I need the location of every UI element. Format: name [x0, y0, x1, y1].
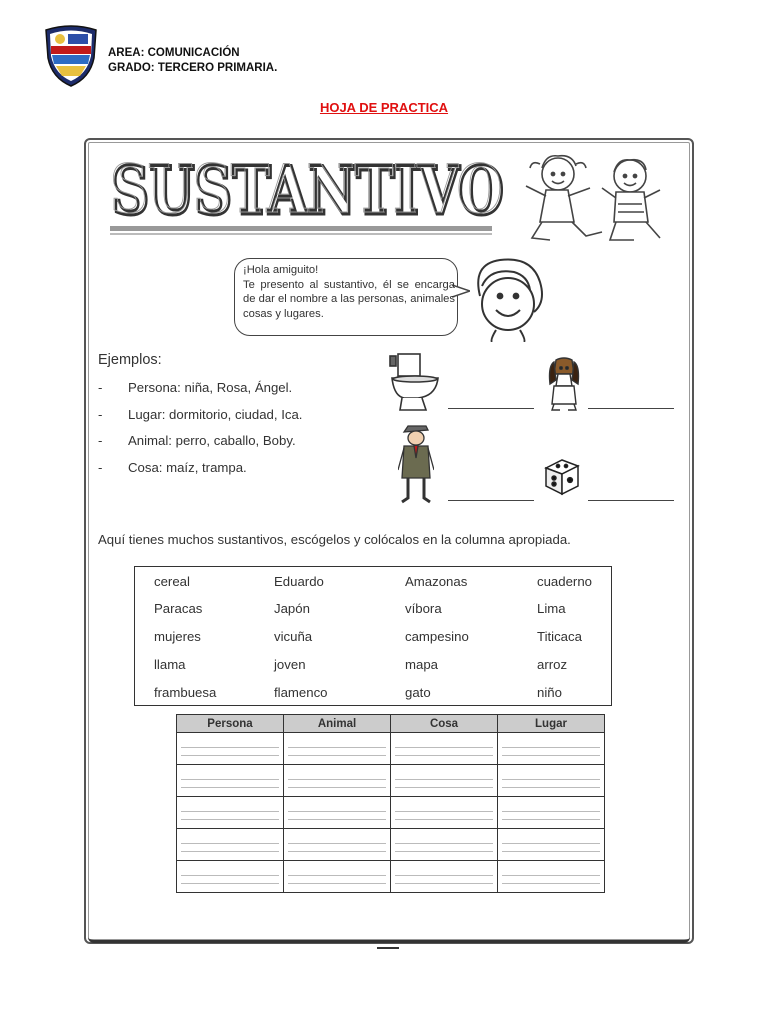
answer-line-dice[interactable] — [588, 500, 674, 501]
answer-line-toilet[interactable] — [448, 408, 534, 409]
writing-guide-line — [288, 875, 386, 876]
answer-cell[interactable] — [498, 797, 605, 829]
writing-guide-line — [502, 755, 600, 756]
word-item: Titicaca — [537, 629, 582, 644]
sheet-title-text: HOJA DE PRACTICA — [319, 100, 449, 115]
answer-cell[interactable] — [498, 829, 605, 861]
table-row — [177, 733, 605, 765]
answer-cell[interactable] — [284, 861, 391, 893]
writing-guide-line — [288, 851, 386, 852]
table-row — [177, 829, 605, 861]
word-item: frambuesa — [154, 685, 217, 700]
writing-guide-line — [288, 747, 386, 748]
cartoon-face-icon — [470, 256, 546, 342]
writing-guide-line — [395, 747, 493, 748]
table-row — [177, 797, 605, 829]
school-crest-icon — [42, 24, 100, 88]
writing-guide-line — [288, 883, 386, 884]
writing-guide-line — [181, 811, 279, 812]
writing-guide-line — [502, 819, 600, 820]
dog-icon — [544, 356, 584, 412]
writing-guide-line — [502, 811, 600, 812]
word-item: cereal — [154, 574, 190, 589]
answer-cell[interactable] — [177, 861, 284, 893]
example-item — [98, 402, 302, 429]
bullet: - — [98, 459, 103, 475]
frame-bottom-edge — [88, 934, 690, 943]
answer-cell[interactable] — [284, 733, 391, 765]
writing-guide-line — [395, 755, 493, 756]
answer-cell[interactable] — [391, 829, 498, 861]
word-item: cuaderno — [537, 574, 592, 589]
word-item: vicuña — [274, 629, 313, 644]
table-row — [177, 765, 605, 797]
answer-cell[interactable] — [177, 765, 284, 797]
examples-list — [98, 375, 302, 481]
bullet: - — [98, 406, 103, 422]
table-row — [177, 861, 605, 893]
example-animal: Animal: perro, caballo, Boby. — [128, 433, 296, 448]
header-lugar: Lugar — [498, 715, 605, 733]
writing-guide-line — [181, 787, 279, 788]
writing-guide-line — [395, 883, 493, 884]
title-underline — [110, 226, 492, 231]
grado-label: GRADO: TERCERO PRIMARIA. — [108, 62, 278, 74]
children-illustration-icon — [510, 152, 672, 244]
writing-guide-line — [502, 843, 600, 844]
word-item: víbora — [405, 601, 442, 616]
header-animal: Animal — [284, 715, 391, 733]
man-icon — [398, 424, 434, 504]
word-item: Japón — [274, 601, 310, 616]
writing-guide-line — [288, 755, 386, 756]
area-label: AREA: COMUNICACIÓN — [108, 47, 240, 59]
writing-guide-line — [181, 819, 279, 820]
page-dash — [377, 947, 399, 949]
word-item: llama — [154, 657, 186, 672]
answer-line-man[interactable] — [448, 500, 534, 501]
word-item: Eduardo — [274, 574, 324, 589]
writing-guide-line — [181, 883, 279, 884]
word-item: joven — [274, 657, 306, 672]
word-item: mujeres — [154, 629, 201, 644]
bubble-message: Te presento al sustantivo, él se encarga de dar el nombre a las personas, animales cosas y lugares. — [243, 278, 455, 320]
writing-guide-line — [502, 875, 600, 876]
writing-guide-line — [395, 843, 493, 844]
writing-guide-line — [181, 779, 279, 780]
instruction-text: Aquí tienes muchos sustantivos, escógelos y colócalos en la columna apropiada. — [98, 532, 571, 547]
bubble-greeting: ¡Hola amiguito! — [243, 264, 319, 276]
answer-table — [176, 714, 605, 893]
answer-line-dog[interactable] — [588, 408, 674, 409]
big-title — [108, 152, 508, 224]
writing-guide-line — [288, 843, 386, 844]
writing-guide-line — [181, 875, 279, 876]
writing-guide-line — [502, 747, 600, 748]
word-item: Amazonas — [405, 574, 468, 589]
toilet-icon — [388, 352, 442, 412]
answer-cell[interactable] — [498, 861, 605, 893]
answer-cell[interactable] — [177, 797, 284, 829]
answer-cell[interactable] — [284, 829, 391, 861]
answer-cell[interactable] — [498, 765, 605, 797]
answer-cell[interactable] — [391, 797, 498, 829]
table-header-row — [177, 715, 605, 733]
header-persona: Persona — [177, 715, 284, 733]
writing-guide-line — [181, 755, 279, 756]
header-info — [108, 46, 277, 76]
word-item: mapa — [405, 657, 438, 672]
example-item — [98, 455, 302, 482]
example-item — [98, 428, 302, 455]
answer-cell[interactable] — [177, 829, 284, 861]
answer-cell[interactable] — [284, 765, 391, 797]
writing-guide-line — [288, 787, 386, 788]
answer-cell[interactable] — [177, 733, 284, 765]
example-cosa: Cosa: maíz, trampa. — [128, 459, 247, 475]
dice-icon — [542, 456, 580, 496]
writing-guide-line — [288, 819, 386, 820]
writing-guide-line — [181, 851, 279, 852]
example-lugar: Lugar: dormitorio, ciudad, Ica. — [128, 406, 303, 422]
answer-cell[interactable] — [391, 861, 498, 893]
word-item: Paracas — [154, 601, 203, 616]
writing-guide-line — [288, 779, 386, 780]
bubble-text — [243, 263, 455, 321]
writing-guide-line — [288, 811, 386, 812]
answer-cell[interactable] — [391, 765, 498, 797]
writing-guide-line — [395, 779, 493, 780]
writing-guide-line — [502, 851, 600, 852]
word-item: campesino — [405, 629, 469, 644]
answer-cell[interactable] — [498, 733, 605, 765]
writing-guide-line — [395, 819, 493, 820]
header-cosa: Cosa — [391, 715, 498, 733]
answer-cell[interactable] — [284, 797, 391, 829]
word-item: gato — [405, 685, 431, 700]
writing-guide-line — [181, 747, 279, 748]
writing-guide-line — [395, 875, 493, 876]
sheet-title — [0, 100, 768, 115]
writing-guide-line — [502, 883, 600, 884]
writing-guide-line — [181, 843, 279, 844]
word-item: Lima — [537, 601, 566, 616]
bullet: - — [98, 433, 103, 448]
example-item — [98, 375, 302, 402]
word-item: niño — [537, 685, 562, 700]
answer-cell[interactable] — [391, 733, 498, 765]
title-underline-thin — [110, 233, 492, 235]
big-title-text: SUSTANTIVO — [112, 152, 504, 224]
word-item: flamenco — [274, 685, 328, 700]
svg-text:SUSTANTIVO: SUSTANTIVO — [110, 152, 502, 224]
bullet: - — [98, 380, 103, 395]
word-item: arroz — [537, 657, 568, 672]
example-persona: Persona: niña, Rosa, Ángel. — [128, 380, 293, 395]
writing-guide-line — [395, 787, 493, 788]
writing-guide-line — [502, 779, 600, 780]
writing-guide-line — [395, 811, 493, 812]
writing-guide-line — [395, 851, 493, 852]
writing-guide-line — [502, 787, 600, 788]
examples-title: Ejemplos: — [98, 352, 162, 368]
